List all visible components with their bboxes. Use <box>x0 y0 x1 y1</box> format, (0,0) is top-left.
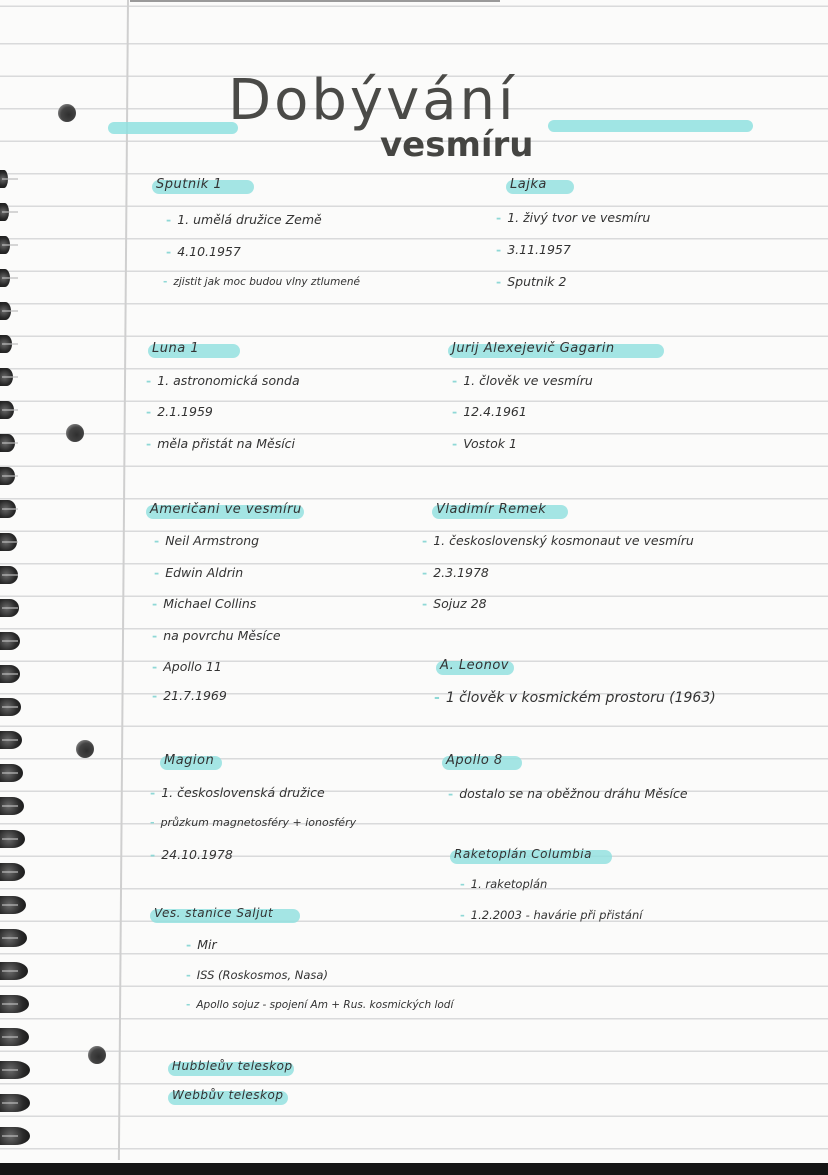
spiral-ring <box>0 434 15 452</box>
heading-gagarin: Jurij Alexejevič Gagarin <box>448 341 619 356</box>
list-item: - 4.10.1957 <box>166 244 241 259</box>
spiral-ring <box>0 896 26 914</box>
spiral-ring <box>0 962 28 980</box>
heading-webb: Webbův teleskop <box>168 1088 287 1102</box>
spiral-ring <box>0 1028 29 1046</box>
spiral-ring <box>0 236 10 254</box>
heading-leonov: A. Leonov <box>436 658 513 673</box>
list-item: - Sputnik 2 <box>496 274 567 289</box>
heading-magion: Magion <box>160 753 218 768</box>
list-item: - 1. astronomická sonda <box>146 373 300 388</box>
spiral-ring <box>0 764 23 782</box>
spiral-ring <box>0 731 22 749</box>
page-title: Dobývání <box>228 68 517 133</box>
page-top-edge <box>130 0 500 2</box>
list-item: - 3.11.1957 <box>496 242 571 257</box>
spiral-ring <box>0 203 9 221</box>
list-item: - 12.4.1961 <box>452 404 527 419</box>
page-bottom-edge <box>0 1163 828 1175</box>
spiral-ring <box>0 467 15 485</box>
list-item: - Sojuz 28 <box>422 596 487 611</box>
spiral-ring <box>0 863 25 881</box>
list-item: - 2.3.1978 <box>422 565 489 580</box>
spiral-ring <box>0 929 27 947</box>
list-item: - dostalo se na oběžnou dráhu Měsíce <box>448 786 688 801</box>
list-item: - Edwin Aldrin <box>154 565 244 580</box>
list-item: - na povrchu Měsíce <box>152 628 281 643</box>
spiral-ring <box>0 599 19 617</box>
spiral-ring <box>0 269 10 287</box>
list-item: - Neil Armstrong <box>154 533 260 548</box>
spiral-ring <box>0 1094 30 1112</box>
heading-salyut: Ves. stanice Saljut <box>150 906 277 920</box>
list-item: - 1. raketoplán <box>460 877 548 891</box>
heading-remek: Vladimír Remek <box>432 502 550 517</box>
list-item: - Michael Collins <box>152 596 257 611</box>
list-item: - měla přistát na Měsíci <box>146 436 296 451</box>
spiral-ring <box>0 698 21 716</box>
heading-apollo8: Apollo 8 <box>442 753 507 768</box>
list-item: - 1. umělá družice Země <box>166 212 322 227</box>
punch-hole <box>58 104 76 122</box>
list-item: - 1. člověk ve vesmíru <box>452 373 593 388</box>
spiral-ring <box>0 170 8 188</box>
spiral-ring <box>0 401 14 419</box>
title-highlight-left <box>108 122 238 134</box>
spiral-ring <box>0 1061 30 1079</box>
list-item: - 2.1.1959 <box>146 404 213 419</box>
spiral-ring <box>0 1127 30 1145</box>
list-item: - Apollo 11 <box>152 659 222 674</box>
punch-hole <box>88 1046 106 1064</box>
spiral-ring <box>0 335 12 353</box>
punch-hole <box>76 740 94 758</box>
spiral-ring <box>0 566 18 584</box>
spiral-ring <box>0 830 25 848</box>
list-item: - zjistit jak moc budou vlny ztlumené <box>163 276 360 288</box>
heading-luna: Luna 1 <box>148 341 203 356</box>
list-item: - 1. živý tvor ve vesmíru <box>496 210 651 225</box>
list-item: - 1. československý kosmonaut ve vesmíru <box>422 533 694 548</box>
spiral-ring <box>0 632 20 650</box>
title-highlight-right <box>548 120 753 132</box>
heading-americane: Američani ve vesmíru <box>146 502 306 517</box>
heading-lajka: Lajka <box>506 177 551 192</box>
list-item: - 1 člověk v kosmickém prostoru (1963) <box>434 690 716 706</box>
spiral-ring <box>0 665 20 683</box>
spiral-ring <box>0 995 29 1013</box>
list-item: - Vostok 1 <box>452 436 517 451</box>
list-item: - 1. československá družice <box>150 785 325 800</box>
list-item: - Apollo sojuz - spojení Am + Rus. kosmických lodí <box>186 999 454 1011</box>
spiral-ring <box>0 302 11 320</box>
list-item: - průzkum magnetosféry + ionosféry <box>150 816 357 829</box>
list-item: - 21.7.1969 <box>152 688 227 703</box>
punch-hole <box>66 424 84 442</box>
spiral-ring <box>0 797 24 815</box>
list-item: - 1.2.2003 - havárie při přistání <box>460 908 643 922</box>
spiral-ring <box>0 533 17 551</box>
heading-sputnik: Sputnik 1 <box>152 177 226 192</box>
spiral-ring <box>0 500 16 518</box>
spiral-ring <box>0 368 13 386</box>
list-item: - Mir <box>186 937 217 952</box>
list-item: - ISS (Roskosmos, Nasa) <box>186 968 328 982</box>
heading-columbia: Raketoplán Columbia <box>450 847 596 861</box>
list-item: - 24.10.1978 <box>150 847 233 862</box>
margin-line <box>118 0 129 1160</box>
page-subtitle: vesmíru <box>380 125 534 165</box>
heading-hubble: Hubbleův teleskop <box>168 1059 297 1073</box>
